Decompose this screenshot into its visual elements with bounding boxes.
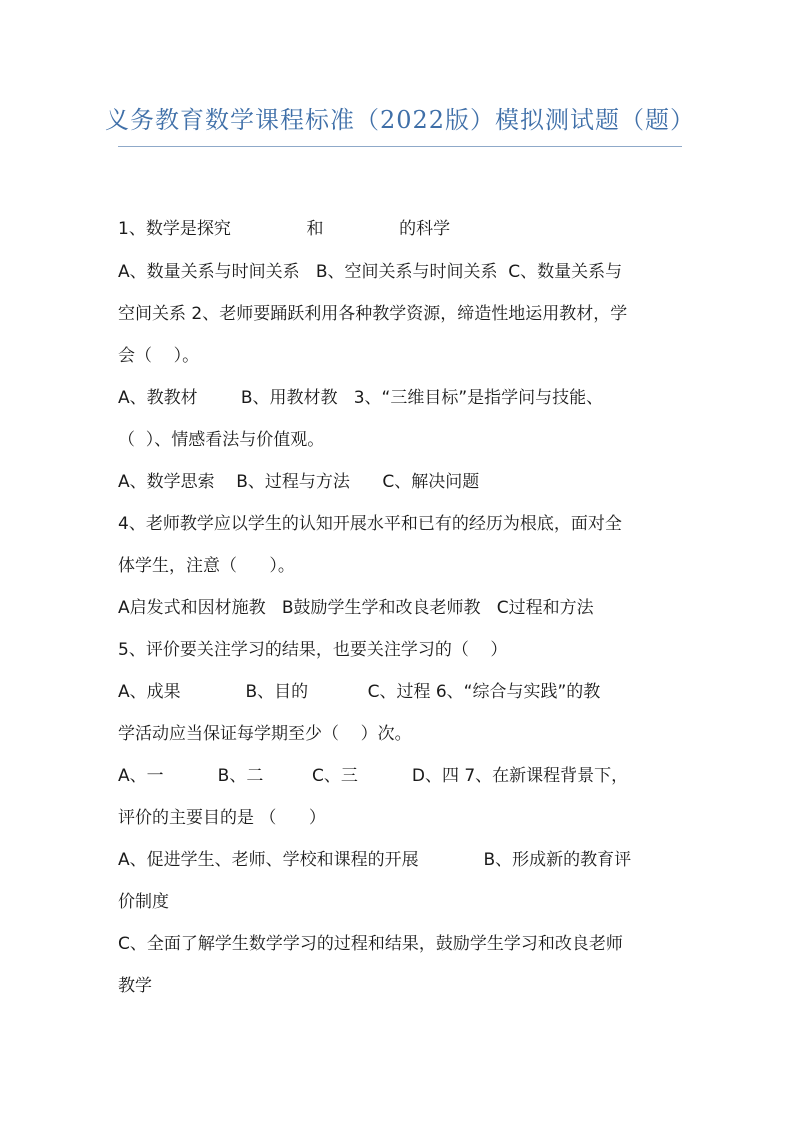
question-3: A、教教材 B、用教材教 3、“三维目标”是指学问与技能、 — [118, 388, 604, 408]
question-1: 1、数学是探究 和 的科学 — [118, 219, 451, 239]
question-1-options: A、数量关系与时间关系 B、空间关系与时间关系 C、数量关系与 — [118, 262, 623, 282]
document-title: 义务教育数学课程标准（2022版）模拟测试题（题） — [104, 106, 696, 134]
question-2: 空间关系 2、老师要踊跃利用各种教学资源，缔造性地运用教材，学 — [118, 304, 628, 324]
question-7-option-ab: A、促进学生、老师、学校和课程的开展 B、形成新的教育评 — [118, 850, 632, 870]
question-5-options: A、成果 B、目的 C、过程 6、“综合与实践”的教 — [118, 682, 601, 702]
question-6-cont: 学活动应当保证每学期至少（ ）次。 — [118, 724, 412, 744]
question-7-option-c: C、全面了解学生数学学习的过程和结果，鼓励学生学习和改良老师 — [118, 934, 623, 954]
question-4: 4、老师教学应以学生的认知开展水平和已有的经历为根底，面对全 — [118, 514, 622, 534]
question-7-cont: 评价的主要目的是 （ ） — [118, 808, 326, 828]
question-7-option-b-cont: 价制度 — [118, 892, 169, 912]
question-5: 5、评价要关注学习的结果，也要关注学习的（ ） — [118, 640, 508, 660]
question-7-option-c-cont: 教学 — [118, 976, 152, 996]
question-3-cont: （ ）、情感看法与价值观。 — [118, 430, 325, 450]
question-3-options: A、数学思索 B、过程与方法 C、解决问题 — [118, 472, 480, 492]
title-underline — [118, 146, 682, 147]
question-6-options: A、一 B、二 C、三 D、四 7、在新课程背景下， — [118, 766, 629, 786]
question-4-cont: 体学生，注意（ ）。 — [118, 556, 295, 576]
question-2-cont: 会（ ）。 — [118, 346, 200, 366]
question-4-options: A启发式和因材施教 B鼓励学生学和改良老师教 C过程和方法 — [118, 598, 594, 618]
